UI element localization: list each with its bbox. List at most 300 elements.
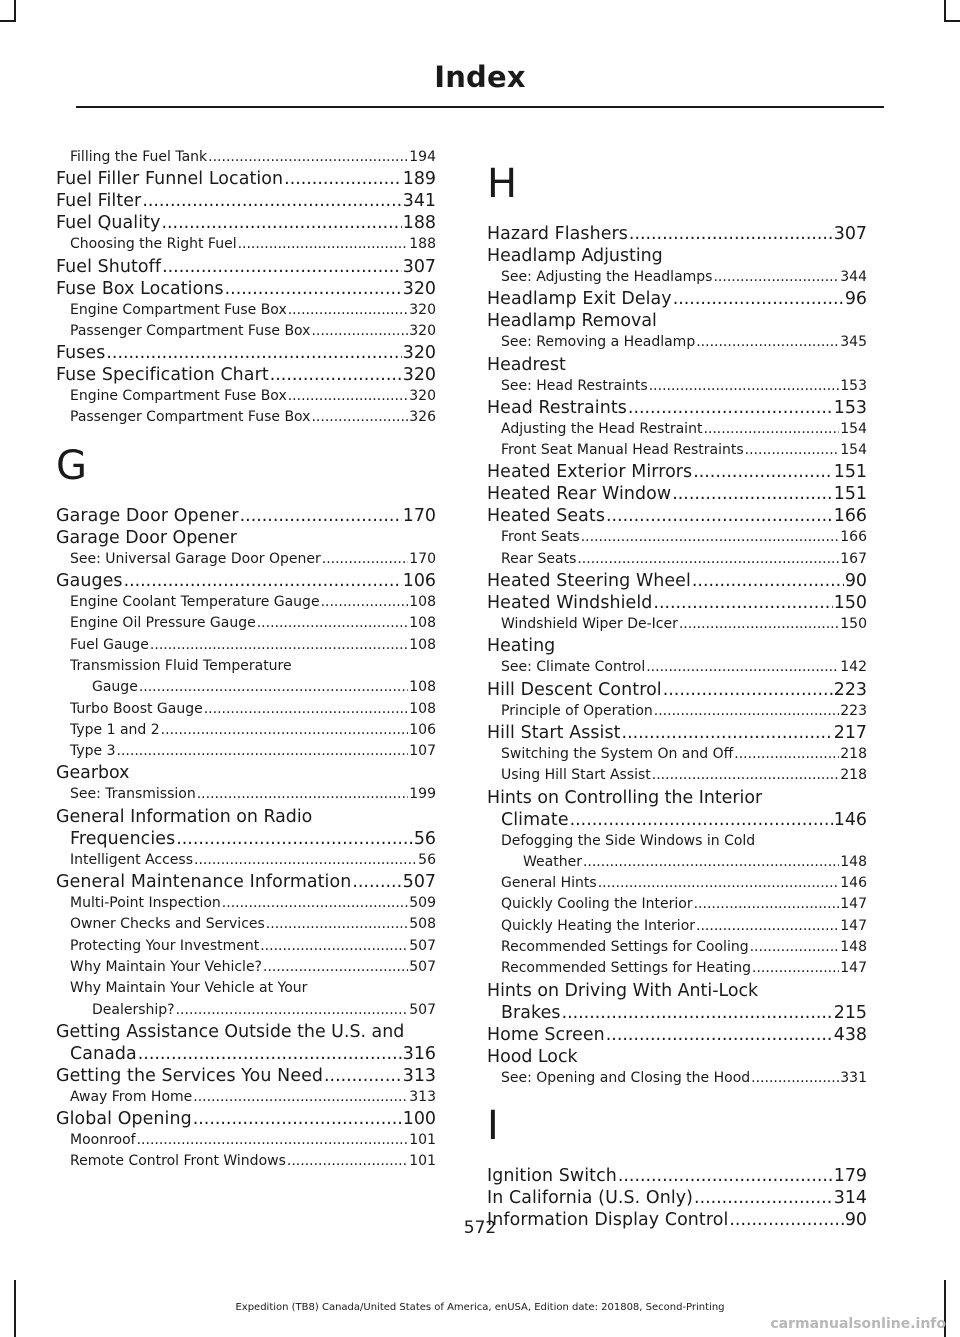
dot-leader <box>696 332 839 353</box>
index-heading: Getting Assistance Outside the U.S. and <box>56 1021 405 1042</box>
entry-page-number: 148 <box>840 939 867 956</box>
dot-leader <box>652 765 839 786</box>
entry-label: Passenger Compartment Fuse Box <box>70 409 311 426</box>
page-number: 572 <box>463 1218 497 1238</box>
index-subentry <box>56 386 436 407</box>
entry-page-number: 170 <box>402 505 436 526</box>
index-entry <box>487 461 867 483</box>
index-entry <box>56 278 436 300</box>
entry-page-number: 188 <box>409 236 436 253</box>
index-subheading: Transmission Fluid Temperature <box>70 657 292 674</box>
dot-leader <box>222 893 408 914</box>
dot-leader <box>752 958 839 979</box>
index-subentry <box>487 657 867 678</box>
index-entry <box>487 223 867 245</box>
entry-label: General Maintenance Information <box>56 872 352 893</box>
dot-leader <box>654 701 840 722</box>
entry-page-number: 108 <box>409 636 436 653</box>
entry-page-number: 106 <box>402 571 436 592</box>
entry-label: Fuel Filler Funnel Location <box>56 169 284 190</box>
entry-page-number: 153 <box>833 397 867 418</box>
entry-page-number: 147 <box>840 896 867 913</box>
index-heading: Hints on Driving With Anti-Lock <box>487 980 759 1001</box>
entry-page-number: 101 <box>409 1153 436 1170</box>
entry-label: Getting the Services You Need <box>56 1065 324 1086</box>
entry-page-number: 142 <box>840 659 867 676</box>
dot-leader <box>577 549 839 570</box>
watermark: carmanualsonline.info <box>770 1316 946 1332</box>
dot-leader <box>204 699 409 720</box>
index-subentry <box>56 1151 436 1172</box>
dot-leader <box>734 744 839 765</box>
entry-label: Fuse Box Locations <box>56 278 224 299</box>
dot-leader <box>311 321 408 342</box>
index-heading: Garage Door Opener <box>56 527 237 548</box>
dot-leader <box>672 483 833 505</box>
entry-label: Moonroof <box>70 1132 136 1149</box>
entry-label: Quickly Heating the Interior <box>501 917 696 934</box>
index-subentry <box>487 527 867 548</box>
entry-label: Heated Exterior Mirrors <box>487 462 693 483</box>
entry-label: Windshield Wiper De-Icer <box>501 616 678 633</box>
index-subentry <box>56 1000 436 1021</box>
entry-page-number: 215 <box>833 1002 867 1023</box>
entry-page-number: 320 <box>402 343 436 364</box>
dot-leader <box>150 635 408 656</box>
entry-label: Recommended Settings for Cooling <box>501 939 749 956</box>
crop-mark-top-left-h <box>0 20 16 22</box>
index-letter-heading: G <box>56 442 87 489</box>
entry-label: Remote Control Front Windows <box>70 1153 286 1170</box>
entry-label: Global Opening <box>56 1109 192 1130</box>
entry-label: Hill Start Assist <box>487 722 621 743</box>
entry-page-number: 151 <box>833 462 867 483</box>
entry-page-number: 107 <box>409 743 436 760</box>
dot-leader <box>606 1024 833 1046</box>
entry-page-number: 154 <box>840 420 867 437</box>
entry-page-number: 166 <box>840 529 867 546</box>
entry-page-number: 151 <box>833 484 867 505</box>
entry-label: Using Hill Start Assist <box>501 767 651 784</box>
entry-page-number: 507 <box>409 958 436 975</box>
entry-label: Brakes <box>501 1002 561 1023</box>
dot-leader <box>106 342 401 364</box>
entry-label: Engine Compartment Fuse Box <box>70 388 287 405</box>
index-subentry <box>487 894 867 915</box>
entry-label: Adjusting the Head Restraint <box>501 420 703 437</box>
dot-leader <box>117 741 409 762</box>
index-subentry <box>487 765 867 786</box>
index-subheading: Defogging the Side Windows in Cold <box>501 832 756 849</box>
dot-leader <box>161 720 409 741</box>
entry-label: Engine Oil Pressure Gauge <box>70 615 256 632</box>
dot-leader <box>649 376 840 397</box>
page-title: Index <box>434 60 526 94</box>
entry-page-number: 316 <box>402 1043 436 1064</box>
entry-page-number: 108 <box>409 594 436 611</box>
entry-page-number: 150 <box>833 593 867 614</box>
index-subentry <box>56 549 436 570</box>
index-entry <box>56 828 436 850</box>
index-subentry <box>56 893 436 914</box>
index-entry <box>487 809 867 831</box>
index-subentry <box>487 937 867 958</box>
entry-label: Frequencies <box>70 828 176 849</box>
entry-page-number: 189 <box>402 169 436 190</box>
crop-mark-top-left <box>14 0 16 22</box>
dot-leader <box>606 505 833 527</box>
entry-label: Head Restraints <box>487 397 627 418</box>
entry-page-number: 188 <box>402 213 436 234</box>
index-column-left <box>56 147 436 1173</box>
entry-page-number: 199 <box>409 786 436 803</box>
entry-page-number: 218 <box>840 767 867 784</box>
entry-label: Fuel Filter <box>56 191 142 212</box>
index-subentry <box>56 784 436 805</box>
entry-label: Hazard Flashers <box>487 224 628 244</box>
entry-page-number: 223 <box>840 702 867 719</box>
dot-leader <box>176 828 413 850</box>
entry-page-number: 331 <box>840 1069 867 1086</box>
index-entry <box>487 483 867 505</box>
index-column-right <box>487 147 867 1231</box>
entry-label: Heated Seats <box>487 506 605 527</box>
entry-label: Gauge <box>92 679 138 696</box>
dot-leader <box>713 267 839 288</box>
index-subentry <box>56 720 436 741</box>
index-heading: Hood Lock <box>487 1046 578 1067</box>
index-entry <box>487 1002 867 1024</box>
entry-label: Owner Checks and Services <box>70 916 265 933</box>
dot-leader <box>629 223 833 245</box>
entry-label: Garage Door Opener <box>56 505 239 526</box>
dot-leader <box>646 657 839 678</box>
index-subentry <box>487 744 867 765</box>
entry-label: Rear Seats <box>501 550 577 567</box>
entry-label: Ignition Switch <box>487 1165 617 1186</box>
index-entry <box>487 397 867 419</box>
entry-page-number: 108 <box>409 615 436 632</box>
index-subentry <box>56 407 436 428</box>
entry-label: Fuel Shutoff <box>56 256 162 277</box>
entry-label: See: Adjusting the Headlamps <box>501 269 713 285</box>
dot-leader <box>583 852 839 873</box>
index-subentry <box>487 852 867 873</box>
entry-label: Information Display Control <box>487 1209 729 1230</box>
dot-leader <box>284 168 402 190</box>
entry-label: Switching the System On and Off <box>501 745 734 762</box>
entry-label: Fuse Specification Chart <box>56 365 269 386</box>
entry-page-number: 154 <box>840 442 867 459</box>
index-entry <box>487 570 867 592</box>
dot-leader <box>750 937 840 958</box>
title-divider <box>76 106 884 108</box>
dot-leader <box>598 873 840 894</box>
entry-label: See: Head Restraints <box>501 377 648 394</box>
index-heading: Headlamp Adjusting <box>487 246 663 266</box>
entry-page-number: 146 <box>833 809 867 830</box>
dot-leader <box>240 505 402 527</box>
entry-label: Quickly Cooling the Interior <box>501 896 693 913</box>
entry-page-number: 106 <box>409 721 436 738</box>
dot-leader <box>238 234 409 255</box>
entry-page-number: 320 <box>402 365 436 386</box>
dot-leader <box>142 190 401 212</box>
index-entry <box>487 1024 867 1046</box>
entry-page-number: 507 <box>409 1001 436 1018</box>
dot-leader <box>581 527 840 548</box>
index-entry <box>487 592 867 614</box>
dot-leader <box>257 613 409 634</box>
index-subentry <box>487 419 867 440</box>
entry-label: See: Universal Garage Door Opener <box>70 550 321 567</box>
entry-label: See: Climate Control <box>501 659 646 676</box>
dot-leader <box>679 614 839 635</box>
dot-leader <box>193 1108 402 1130</box>
entry-page-number: 217 <box>833 722 867 743</box>
dot-leader <box>663 679 833 701</box>
dot-leader <box>137 1130 409 1151</box>
index-entry <box>487 288 867 310</box>
dot-leader <box>692 570 844 592</box>
index-entry <box>56 256 436 278</box>
entry-page-number: 90 <box>844 571 867 592</box>
dot-leader <box>266 914 408 935</box>
index-heading: Gearbox <box>56 763 130 784</box>
index-subentry <box>487 701 867 722</box>
entry-page-number: 100 <box>402 1109 436 1130</box>
index-subentry <box>487 1068 867 1089</box>
entry-page-number: 313 <box>402 1065 436 1086</box>
index-subentry <box>56 936 436 957</box>
entry-label: General Hints <box>501 875 597 892</box>
dot-leader <box>176 1000 409 1021</box>
entry-page-number: 179 <box>833 1165 867 1186</box>
entry-page-number: 148 <box>840 853 867 870</box>
index-subentry <box>56 592 436 613</box>
entry-page-number: 108 <box>409 700 436 717</box>
entry-page-number: 320 <box>402 278 436 299</box>
index-subentry <box>487 267 867 288</box>
entry-label: Front Seat Manual Head Restraints <box>501 442 744 459</box>
dot-leader <box>622 722 833 744</box>
entry-page-number: 307 <box>833 224 867 244</box>
index-entry <box>56 342 436 364</box>
dot-leader <box>562 1002 833 1024</box>
index-subentry <box>56 234 436 255</box>
entry-page-number: 508 <box>409 916 436 933</box>
entry-label: See: Transmission <box>70 786 196 803</box>
dot-leader <box>694 1187 833 1209</box>
index-heading: Hints on Controlling the Interior <box>487 787 763 808</box>
entry-page-number: 344 <box>840 269 867 285</box>
index-subentry <box>487 614 867 635</box>
dot-leader <box>124 570 402 592</box>
dot-leader <box>693 461 833 483</box>
entry-label: Fuses <box>56 343 106 364</box>
index-entry <box>487 722 867 744</box>
index-subentry <box>56 321 436 342</box>
dot-leader <box>287 1151 408 1172</box>
entry-label: Why Maintain Your Vehicle? <box>70 958 262 975</box>
dot-leader <box>270 364 402 386</box>
index-entry <box>487 1165 867 1187</box>
entry-label: Canada <box>70 1043 137 1064</box>
index-letter-heading: I <box>487 1102 499 1149</box>
index-entry <box>487 505 867 527</box>
edition-footer: Expedition (TB8) Canada/United States of America, enUSA, Edition date: 201808, Second-Printing <box>235 1302 725 1313</box>
index-subentry <box>56 850 436 871</box>
entry-label: Passenger Compartment Fuse Box <box>70 322 311 339</box>
entry-page-number: 320 <box>409 322 436 339</box>
entry-page-number: 147 <box>840 960 867 977</box>
index-subentry <box>56 1087 436 1108</box>
entry-page-number: 320 <box>409 388 436 405</box>
entry-page-number: 167 <box>840 550 867 567</box>
index-subentry <box>487 958 867 979</box>
index-subentry <box>56 147 436 168</box>
entry-label: In California (U.S. Only) <box>487 1187 694 1208</box>
dot-leader <box>197 784 409 805</box>
entry-page-number: 153 <box>840 377 867 394</box>
index-subentry <box>56 914 436 935</box>
index-heading: General Information on Radio <box>56 806 313 827</box>
dot-leader <box>263 957 408 978</box>
dot-leader <box>138 1043 402 1065</box>
entry-page-number: 147 <box>840 917 867 934</box>
index-entry <box>487 1187 867 1209</box>
index-heading: Headrest <box>487 354 566 375</box>
dot-leader <box>139 677 408 698</box>
dot-leader <box>311 407 408 428</box>
dot-leader <box>260 936 408 957</box>
dot-leader <box>703 419 839 440</box>
crop-mark-top-right-h <box>944 20 960 22</box>
entry-page-number: 218 <box>840 745 867 762</box>
entry-label: Heated Rear Window <box>487 484 672 505</box>
entry-label: Protecting Your Investment <box>70 937 260 954</box>
index-entry <box>56 212 436 234</box>
entry-page-number: 194 <box>409 149 436 165</box>
entry-page-number: 320 <box>409 301 436 318</box>
index-subentry <box>56 1130 436 1151</box>
dot-leader <box>321 592 409 613</box>
index-entry <box>56 168 436 190</box>
dot-leader <box>673 288 844 310</box>
entry-page-number: 509 <box>409 895 436 912</box>
dot-leader <box>628 397 833 419</box>
entry-label: Multi-Point Inspection <box>70 895 221 912</box>
index-subentry <box>487 440 867 461</box>
dot-leader <box>208 147 408 168</box>
entry-page-number: 326 <box>409 409 436 426</box>
entry-label: Turbo Boost Gauge <box>70 700 203 717</box>
dot-leader <box>618 1165 833 1187</box>
index-entry <box>56 505 436 527</box>
dot-leader <box>751 1068 839 1089</box>
index-subentry <box>56 300 436 321</box>
dot-leader <box>161 212 401 234</box>
entry-label: Filling the Fuel Tank <box>70 149 208 165</box>
entry-page-number: 438 <box>833 1024 867 1045</box>
index-entry <box>56 364 436 386</box>
entry-label: Dealership? <box>92 1001 175 1018</box>
dot-leader <box>162 256 402 278</box>
index-entry <box>487 679 867 701</box>
entry-label: Heated Steering Wheel <box>487 571 691 592</box>
index-subentry <box>56 677 436 698</box>
dot-leader <box>694 894 840 915</box>
index-entry <box>56 1108 436 1130</box>
dot-leader <box>322 549 409 570</box>
index-subentry <box>56 613 436 634</box>
entry-label: Type 1 and 2 <box>70 721 160 738</box>
entry-label: Fuel Quality <box>56 213 161 234</box>
index-subentry <box>56 957 436 978</box>
dot-leader <box>745 440 840 461</box>
entry-page-number: 341 <box>402 191 436 212</box>
index-subentry <box>487 873 867 894</box>
dot-leader <box>193 1087 408 1108</box>
entry-label: Heated Windshield <box>487 593 653 614</box>
entry-page-number: 101 <box>409 1132 436 1149</box>
entry-page-number: 90 <box>844 1209 867 1230</box>
entry-label: Headlamp Exit Delay <box>487 289 672 310</box>
dot-leader <box>225 278 402 300</box>
dot-leader <box>653 592 832 614</box>
dot-leader <box>194 850 417 871</box>
entry-page-number: 146 <box>840 875 867 892</box>
entry-page-number: 345 <box>840 334 867 351</box>
entry-label: Hill Descent Control <box>487 679 662 700</box>
entry-label: Recommended Settings for Heating <box>501 960 752 977</box>
entry-label: Front Seats <box>501 529 580 546</box>
dot-leader <box>288 300 409 321</box>
entry-label: Weather <box>523 853 582 870</box>
index-subentry <box>487 549 867 570</box>
index-subentry <box>56 635 436 656</box>
entry-label: Climate <box>501 809 569 830</box>
index-subentry <box>56 741 436 762</box>
entry-label: Principle of Operation <box>501 702 653 719</box>
dot-leader <box>352 871 401 893</box>
crop-mark-top-right <box>944 0 946 22</box>
dot-leader <box>288 386 409 407</box>
index-entry <box>56 570 436 592</box>
entry-label: Away From Home <box>70 1088 193 1105</box>
entry-page-number: 307 <box>402 256 436 277</box>
index-subentry <box>487 916 867 937</box>
dot-leader <box>696 916 839 937</box>
index-letter-heading: H <box>487 161 518 207</box>
entry-page-number: 150 <box>840 616 867 633</box>
entry-label: Intelligent Access <box>70 851 194 868</box>
entry-page-number: 108 <box>409 679 436 696</box>
entry-page-number: 223 <box>833 679 867 700</box>
entry-label: Home Screen <box>487 1024 605 1045</box>
index-heading: Headlamp Removal <box>487 311 657 332</box>
entry-page-number: 56 <box>418 851 436 868</box>
entry-page-number: 166 <box>833 506 867 527</box>
entry-page-number: 313 <box>409 1088 436 1105</box>
index-heading: Heating <box>487 636 556 657</box>
index-entry <box>56 1065 436 1087</box>
entry-label: Engine Compartment Fuse Box <box>70 301 287 318</box>
entry-label: Choosing the Right Fuel <box>70 236 237 253</box>
dot-leader <box>570 809 833 831</box>
entry-page-number: 314 <box>833 1187 867 1208</box>
index-subentry <box>487 376 867 397</box>
